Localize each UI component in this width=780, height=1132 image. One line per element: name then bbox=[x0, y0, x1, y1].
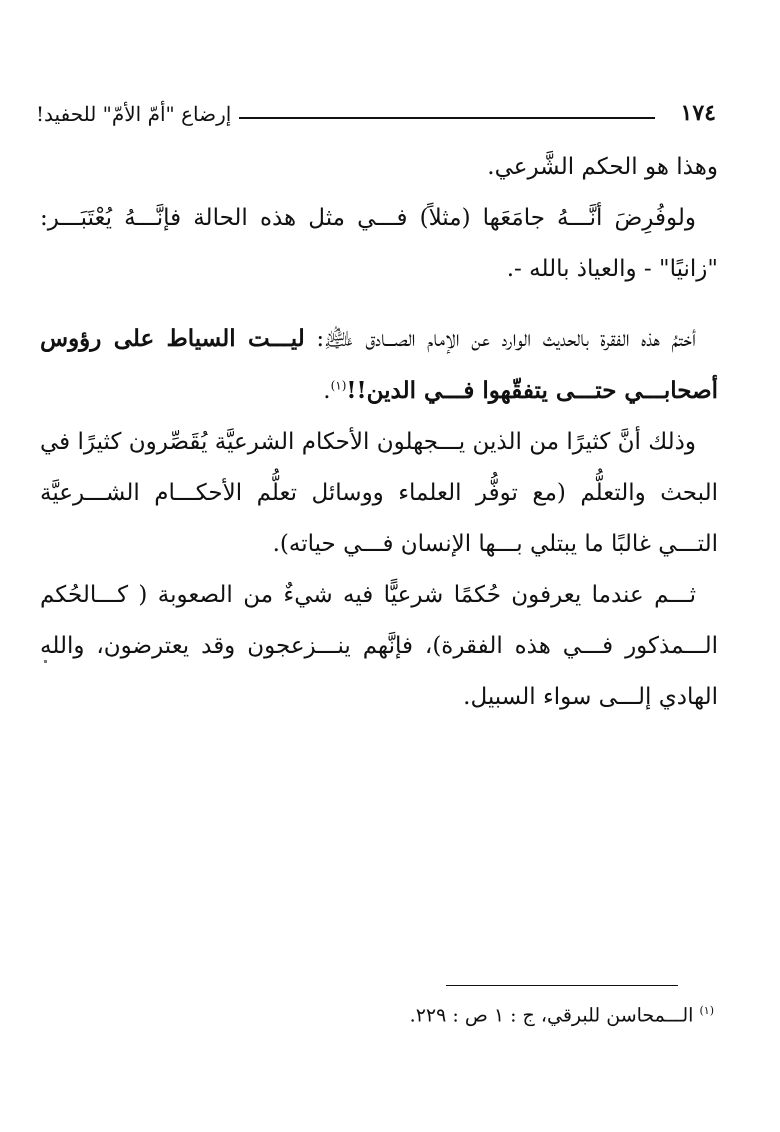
footnote-reference: (١) bbox=[330, 378, 347, 393]
footnote-marker: (١) bbox=[699, 1004, 714, 1017]
footnote-rule bbox=[446, 985, 678, 986]
paragraph-explanation: وذلك أنَّ كثيرًا من الذين يـــجهلون الأحكام الشرعيَّة يُقَصِّرون كثيرًا في البحث والتعلُّم (مع توفُّر العلماء ووسائل تعلُّم الأحكـــام الشـــرعيَّة التـــي غالبًا ما يبتلي بـــها الإنسان فـــي حياته). bbox=[40, 429, 718, 557]
paragraph-hypothesis: ولوفُرِضَ أنَّـــهُ جامَعَها (مثلاً) فـــي مثل هذه الحالة فإنَّـــهُ يُعْتَبَـــر: "زانيًا" - والعياذ بالله -. bbox=[40, 205, 718, 282]
footnote-text: الـــمحاسن للبرقي، ج : ١ ص : ٢٢٩. bbox=[409, 1004, 694, 1027]
scan-speck bbox=[44, 660, 47, 663]
hadith-end: . bbox=[323, 378, 331, 404]
hadith-intro: أختمُ هذه الفقرة بالحديث الوارد عن الإمام الصـــادق ﵇: bbox=[316, 326, 697, 352]
paragraph-hadith bbox=[40, 313, 718, 417]
footnote bbox=[300, 1004, 714, 1026]
running-title: إرضاع "أمّ الأمّ" للحفيد! bbox=[36, 102, 232, 126]
header-rule bbox=[239, 117, 654, 119]
paragraph-ruling: وهذا هو الحكم الشَّرعي. bbox=[487, 154, 718, 180]
paragraph-conclusion: ثـــم عندما يعرفون حُكمًا شرعيًّا فيه شيءٌ من الصعوبة ( كـــالحُكم الـــمذكور فـــي هذه الفقرة)، فإنَّهم ينـــزعجون وقد يعترضون، والله الهادي إلـــى سواء السبيل. bbox=[40, 582, 718, 710]
body-text bbox=[40, 142, 718, 723]
page-header bbox=[36, 92, 716, 126]
hadith-quote: ليـــت السياط على رؤوس أصحابـــي حتـــى يتفقّهوا فـــي الدين!! bbox=[40, 325, 718, 404]
page-number: ١٧٤ bbox=[680, 100, 716, 126]
